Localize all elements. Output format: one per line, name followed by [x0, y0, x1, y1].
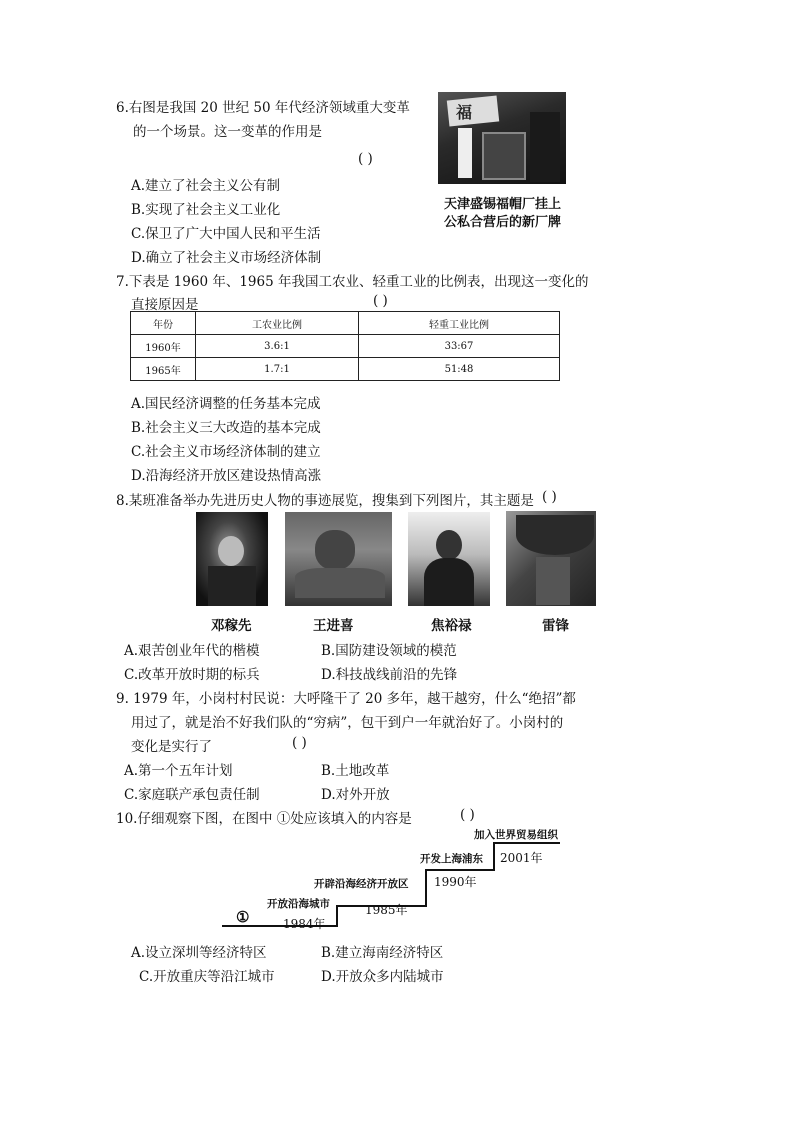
staircase-year2: 1985年 — [365, 903, 408, 917]
q9-option-c: C.家庭联产承包责任制 — [124, 787, 260, 803]
q9-stem-line2: 用过了，就是治不好我们队的“穷病”，包干到户一年就治好了。小岗村的 — [131, 715, 564, 731]
table-header-cell: 工农业比例 — [196, 312, 359, 335]
staircase-year4: 2001年 — [500, 851, 543, 865]
q9-stem-line1: 9. 1979 年，小岗村村民说：大呼隆干了 20 多年，越干越穷，什么“绝招”都 — [116, 691, 576, 707]
q6-option-d: D.确立了社会主义市场经济体制 — [131, 250, 322, 266]
q7-answer-paren: ( ) — [373, 293, 388, 309]
staircase-step1-label: 开放沿海城市 — [267, 898, 330, 910]
table-cell: 1960年 — [131, 335, 196, 358]
q10-option-d: D.开放众多内陆城市 — [321, 969, 444, 985]
q8-option-b: B.国防建设领域的模范 — [321, 643, 457, 659]
q7-stem-line1: 7.下表是 1960 年、1965 年我国工农业、轻重工业的比例表，出现这一变化的 — [116, 274, 589, 290]
table-cell: 51:48 — [359, 358, 560, 381]
q7-option-d: D.沿海经济开放区建设热情高涨 — [131, 468, 322, 484]
q8-option-a: A.艰苦创业年代的楷模 — [124, 643, 260, 659]
q7-option-c: C.社会主义市场经济体制的建立 — [131, 444, 321, 460]
staircase-step3-label: 开发上海浦东 — [420, 853, 483, 865]
q7-option-a: A.国民经济调整的任务基本完成 — [131, 396, 321, 412]
q6-photo-caption-line2: 公私合营后的新厂牌 — [444, 215, 562, 230]
table-cell: 1.7:1 — [196, 358, 359, 381]
q9-stem-line3: 变化是实行了 — [131, 739, 212, 755]
staircase-year1: 1984年 — [283, 917, 326, 931]
q8-answer-paren: ( ) — [542, 489, 557, 505]
table-cell: 1965年 — [131, 358, 196, 381]
name-lei-feng: 雷锋 — [542, 618, 569, 634]
q6-stem-line2: 的一个场景。这一变革的作用是 — [133, 124, 322, 140]
table-cell: 33:67 — [359, 335, 560, 358]
staircase-blank-mark: ① — [236, 908, 250, 926]
q9-answer-paren: ( ) — [292, 735, 307, 751]
staircase-step4-label: 加入世界贸易组织 — [474, 829, 558, 841]
q10-option-b: B.建立海南经济特区 — [321, 945, 444, 961]
name-wang-jinxi: 王进喜 — [313, 618, 354, 634]
name-deng-jiaxian: 邓稼先 — [211, 618, 252, 634]
table-header-cell: 年份 — [131, 312, 196, 335]
q6-option-c: C.保卫了广大中国人民和平生活 — [131, 226, 321, 242]
q6-photo-caption-line1: 天津盛锡福帽厂挂上 — [444, 197, 562, 212]
q6-photo-sign-text: 福 — [456, 103, 473, 122]
q9-option-b: B.土地改革 — [321, 763, 390, 779]
table-header-cell: 轻重工业比例 — [359, 312, 560, 335]
name-jiao-yulu: 焦裕禄 — [431, 618, 472, 634]
q6-answer-paren: ( ) — [358, 151, 373, 167]
staircase-year3: 1990年 — [434, 875, 477, 889]
q7-stem-line2: 直接原因是 — [131, 297, 199, 313]
staircase-step2-label: 开辟沿海经济开放区 — [314, 878, 409, 890]
q7-option-b: B.社会主义三大改造的基本完成 — [131, 420, 321, 436]
q9-option-d: D.对外开放 — [321, 787, 390, 803]
q10-option-a: A.设立深圳等经济特区 — [131, 945, 267, 961]
q6-option-b: B.实现了社会主义工业化 — [131, 202, 281, 218]
table-cell: 3.6:1 — [196, 335, 359, 358]
q8-option-c: C.改革开放时期的标兵 — [124, 667, 260, 683]
q6-stem-line1: 6.右图是我国 20 世纪 50 年代经济领域重大变革 — [116, 100, 410, 116]
q10-option-c: C.开放重庆等沿江城市 — [139, 969, 275, 985]
q8-option-d: D.科技战线前沿的先锋 — [321, 667, 458, 683]
q8-stem-line1: 8.某班准备举办先进历史人物的事迹展览，搜集到下列图片，其主题是 — [116, 493, 534, 509]
q10-answer-paren: ( ) — [460, 807, 475, 823]
q6-option-a: A.建立了社会主义公有制 — [131, 178, 281, 194]
q10-stem-line1: 10.仔细观察下图，在图中 ①处应该填入的内容是 — [116, 811, 412, 827]
q9-option-a: A.第一个五年计划 — [124, 763, 233, 779]
